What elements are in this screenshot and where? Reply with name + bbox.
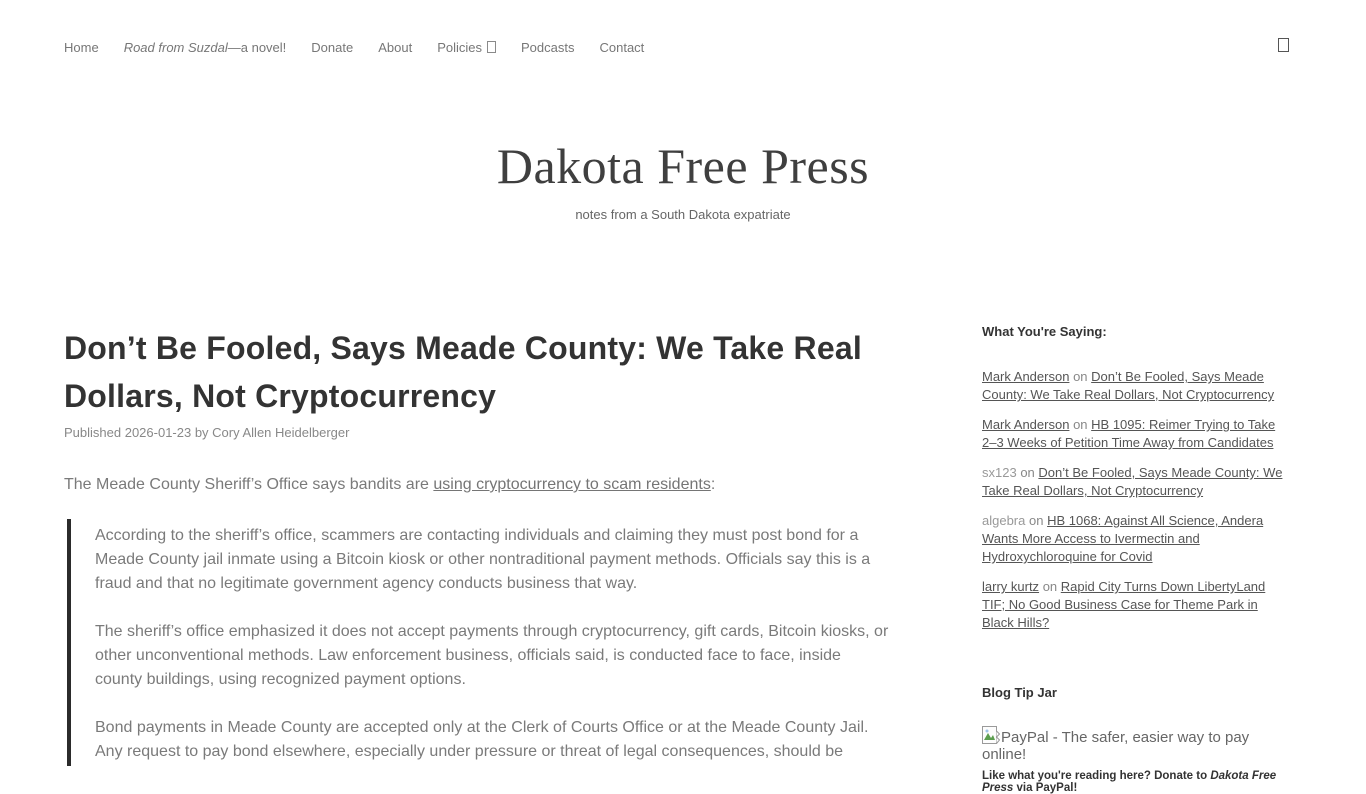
comment-item bbox=[982, 416, 1288, 452]
comment-item bbox=[982, 368, 1288, 404]
intro-colon: : bbox=[710, 476, 716, 493]
comment-connector: on bbox=[1073, 417, 1088, 432]
comment-author: sx123 bbox=[982, 465, 1017, 480]
nav-novel-title: Road from Suzdal bbox=[123, 40, 228, 55]
content-area bbox=[0, 324, 1366, 794]
nav-policies-label: Policies bbox=[437, 40, 482, 55]
sheriff-statement-blockquote bbox=[67, 519, 890, 766]
nav-item-donate[interactable]: Donate bbox=[311, 40, 354, 55]
search-icon[interactable] bbox=[1278, 38, 1289, 52]
quote-paragraph: According to the sheriff’s office, scammers are contacting individuals and claiming they must post bond for a Meade County jail inmate using a Bitcoin kiosk or other nontraditional payment methods. Officials say this is a fraud and that no legitimate government agency conducts business that way. bbox=[95, 527, 871, 592]
site-title[interactable]: Dakota Free Press bbox=[496, 138, 870, 194]
nav-item-podcasts[interactable]: Podcasts bbox=[521, 40, 575, 55]
tip-jar-note-suffix: via PayPal! bbox=[1013, 782, 1078, 794]
site-tagline: notes from a South Dakota expatriate bbox=[575, 207, 791, 222]
tip-jar-blog-name: Dakota Free Press bbox=[982, 770, 1277, 794]
tip-jar-note-text: Like what you're reading here? Donate to bbox=[982, 770, 1211, 782]
comment-connector: on bbox=[1073, 369, 1088, 384]
tip-jar-heading: Blog Tip Jar bbox=[982, 685, 1057, 700]
quote-paragraph: The sheriff’s office emphasized it does not accept payments through cryptocurrency, gift cards, Bitcoin kiosks, or other unconventional methods. Law enforcement business, officials said, is conducted face to face, inside county buildings, using recognized payment options. bbox=[95, 623, 889, 688]
comment-connector: on bbox=[1020, 465, 1035, 480]
post-intro-paragraph bbox=[64, 473, 890, 497]
scam-article-link[interactable]: using cryptocurrency to scam residents bbox=[433, 476, 711, 493]
broken-image-icon bbox=[982, 726, 1000, 746]
comment-connector: on bbox=[1029, 513, 1044, 528]
nav-item-about[interactable]: About bbox=[378, 40, 413, 55]
comment-item bbox=[982, 512, 1288, 566]
tip-jar-note bbox=[982, 770, 1288, 794]
comment-post-link[interactable]: HB 1068: Against All Science, Andera Wants More Access to Ivermectin and Hydroxychloroquine for Covid bbox=[982, 513, 1264, 564]
comment-item bbox=[982, 464, 1288, 500]
article-column bbox=[64, 324, 890, 794]
comment-author-link[interactable]: Mark Anderson bbox=[982, 417, 1070, 432]
nav-item-novel[interactable] bbox=[124, 40, 287, 55]
nav-item-home[interactable]: Home bbox=[64, 40, 99, 55]
sidebar bbox=[982, 324, 1288, 794]
post-title: Don’t Be Fooled, Says Meade County: We Take Real Dollars, Not Cryptocurrency bbox=[64, 330, 862, 414]
comment-item bbox=[982, 578, 1288, 632]
nav-item-contact[interactable]: Contact bbox=[599, 40, 645, 55]
comment-connector: on bbox=[1042, 579, 1058, 594]
recent-comments-list bbox=[982, 368, 1288, 632]
comment-post-link[interactable]: Don’t Be Fooled, Says Meade County: We Take Real Dollars, Not Cryptocurrency bbox=[982, 465, 1283, 498]
paypal-alt-text: PayPal - The safer, easier way to pay online! bbox=[982, 729, 1250, 763]
submenu-indicator-icon bbox=[487, 41, 496, 53]
comment-post-link[interactable]: Rapid City Turns Down LibertyLand TIF; No Good Business Case for Theme Park in Black Hills? bbox=[982, 579, 1266, 630]
comment-post-link[interactable]: HB 1095: Reimer Trying to Take 2–3 Weeks of Petition Time Away from Candidates bbox=[982, 417, 1276, 450]
top-navigation bbox=[0, 0, 1366, 55]
comment-author-link[interactable]: larry kurtz bbox=[982, 579, 1040, 594]
comment-author: algebra bbox=[982, 513, 1026, 528]
nav-novel-suffix: —a novel! bbox=[227, 40, 287, 55]
intro-text: The Meade County Sheriff’s Office says bandits are bbox=[64, 476, 434, 493]
site-masthead bbox=[0, 139, 1366, 222]
post-body bbox=[64, 473, 890, 766]
nav-item-policies[interactable] bbox=[437, 40, 496, 55]
recent-comments-heading: What You're Saying: bbox=[982, 324, 1107, 339]
comment-post-link[interactable]: Don’t Be Fooled, Says Meade County: We Take Real Dollars, Not Cryptocurrency bbox=[982, 369, 1275, 402]
comment-author-link[interactable]: Mark Anderson bbox=[982, 369, 1070, 384]
quote-paragraph: Bond payments in Meade County are accepted only at the Clerk of Courts Office or at the Meade County Jail. Any request to pay bond elsewhere, especially under pressure or threat of legal consequences, should be bbox=[95, 719, 869, 760]
paypal-donate-button[interactable] bbox=[982, 726, 1288, 763]
post-meta: Published 2026-01-23 by Cory Allen Heidelberger bbox=[64, 425, 350, 440]
